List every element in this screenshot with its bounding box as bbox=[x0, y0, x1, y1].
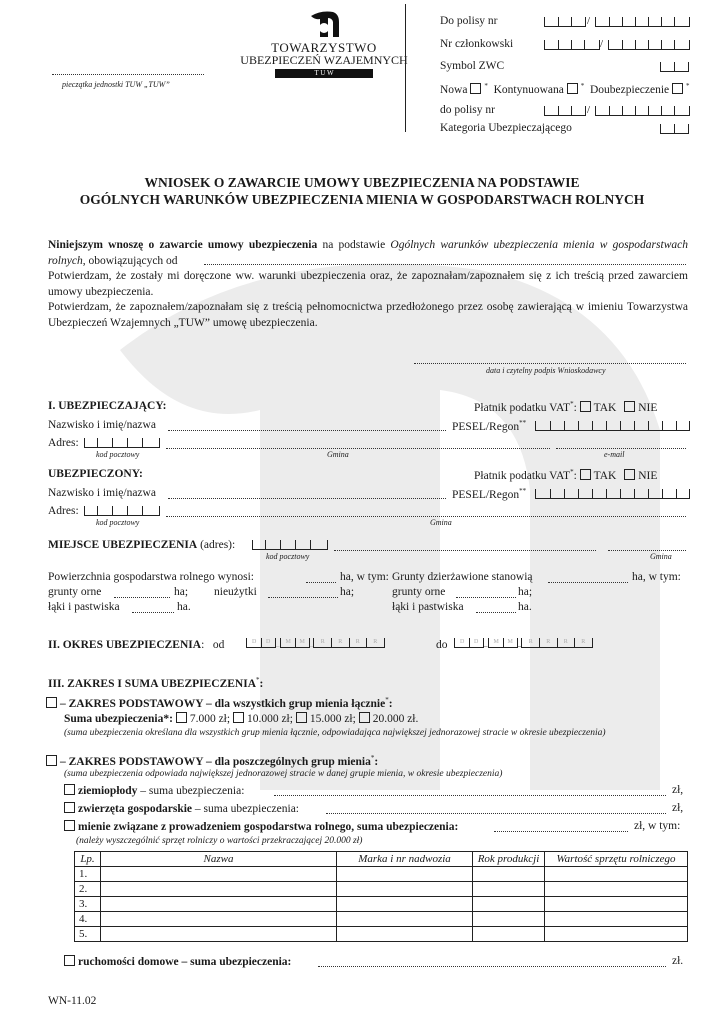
cell-value[interactable] bbox=[545, 867, 688, 882]
table-row bbox=[75, 927, 688, 942]
household-unit: zł. bbox=[672, 955, 684, 967]
section1-gmina-label: Gmina bbox=[327, 450, 349, 459]
insured-postal-box[interactable] bbox=[84, 506, 160, 516]
type-row: Nowa * Kontynuowana * Doubezpieczenie * bbox=[440, 82, 690, 96]
sum-row bbox=[64, 712, 418, 725]
table-row bbox=[75, 882, 688, 897]
crops-row bbox=[64, 784, 244, 797]
animals-bold: zwierzęta gospodarskie bbox=[78, 803, 193, 815]
signature-line[interactable] bbox=[414, 363, 686, 364]
cell-year[interactable] bbox=[473, 912, 545, 927]
section2-heading: II. OKRES UBEZPIECZENIA bbox=[48, 639, 202, 651]
section2-heading-row: II. OKRES UBEZPIECZENIA: od bbox=[48, 639, 225, 651]
member-no-box-a[interactable] bbox=[544, 40, 600, 50]
cell-year[interactable] bbox=[473, 897, 545, 912]
area-total-unit: ha, w tym: bbox=[340, 571, 389, 583]
area-arable-field[interactable] bbox=[114, 597, 170, 598]
basic-each-row: – ZAKRES PODSTAWOWY – dla poszczególnych grup mienia*: bbox=[46, 754, 378, 768]
animals-rest: – suma ubezpieczenia: bbox=[192, 803, 299, 815]
date-cell-placeholder: R bbox=[338, 639, 343, 645]
valid-from-line[interactable] bbox=[204, 264, 686, 265]
insured-name-label: Nazwisko i imię/nazwa bbox=[48, 487, 156, 499]
leased-meadow-field[interactable] bbox=[476, 612, 516, 613]
equipment-row bbox=[64, 820, 458, 833]
row-number: 4. bbox=[75, 912, 101, 927]
cell-name[interactable] bbox=[101, 912, 337, 927]
location-gmina-field[interactable] bbox=[608, 550, 686, 551]
additional-checkbox[interactable] bbox=[672, 83, 683, 94]
date-cell-placeholder: D bbox=[474, 639, 479, 645]
col-year: Rok produkcji bbox=[473, 852, 545, 867]
location-gmina-label: Gmina bbox=[650, 552, 672, 561]
insured-pesel-label: PESEL/Regon bbox=[452, 488, 520, 501]
vat-nie-checkbox[interactable] bbox=[624, 401, 635, 412]
date-cell-placeholder: D bbox=[460, 639, 465, 645]
row-number: 2. bbox=[75, 882, 101, 897]
section1-vat: Płatnik podatku VAT*: TAK NIE bbox=[474, 400, 658, 414]
col-name: Nazwa bbox=[101, 852, 337, 867]
zwc-box[interactable] bbox=[660, 62, 689, 72]
cell-name[interactable] bbox=[101, 897, 337, 912]
table-row bbox=[75, 867, 688, 882]
row-number: 1. bbox=[75, 867, 101, 882]
policy-no-slash: / bbox=[587, 15, 591, 27]
date-cell-placeholder: D bbox=[252, 639, 257, 645]
member-no-label: Nr członkowski bbox=[440, 38, 514, 50]
sum-note: (suma ubezpieczenia określana dla wszystkich grup mienia łącznie, odpowiadająca największej jednorazowej stracie w okresie ubezpieczenia) bbox=[64, 728, 606, 738]
section2-do: do bbox=[436, 639, 448, 651]
vat-tak-checkbox[interactable] bbox=[580, 401, 591, 412]
col-value: Wartość sprzętu rolniczego bbox=[545, 852, 688, 867]
date-cell-placeholder: M bbox=[285, 639, 291, 645]
insured-address-label: Adres: bbox=[48, 505, 79, 517]
cell-brand[interactable] bbox=[337, 897, 473, 912]
leased-meadow-unit: ha. bbox=[518, 601, 532, 613]
logo-line3: T U W bbox=[275, 69, 373, 78]
zwc-label: Symbol ZWC bbox=[440, 60, 505, 72]
household-row bbox=[64, 955, 291, 968]
equipment-note: (należy wyszczególnić sprzęt rolniczy o wartości przekraczającej 20.000 zł) bbox=[76, 836, 363, 846]
cell-name[interactable] bbox=[101, 927, 337, 942]
cell-year[interactable] bbox=[473, 867, 545, 882]
new-label: Nowa bbox=[440, 83, 468, 96]
section1-name-label: Nazwisko i imię/nazwa bbox=[48, 419, 156, 431]
cell-brand[interactable] bbox=[337, 867, 473, 882]
section1-address-label: Adres: bbox=[48, 437, 79, 449]
category-label: Kategoria Ubezpieczającego bbox=[440, 122, 572, 134]
cell-value[interactable] bbox=[545, 897, 688, 912]
location-postal-box[interactable] bbox=[252, 540, 328, 550]
area-waste-unit: ha; bbox=[340, 586, 355, 598]
section3-heading: III. ZAKRES I SUMA UBEZPIECZENIA*: bbox=[48, 676, 264, 690]
section1-postal-box[interactable] bbox=[84, 438, 160, 448]
insured-vat-label: Płatnik podatku VAT bbox=[474, 469, 571, 482]
sum-20000-label: 20.000 zł. bbox=[372, 713, 419, 725]
basic-each-checkbox[interactable] bbox=[46, 755, 57, 766]
insured-name-field[interactable] bbox=[168, 498, 446, 499]
intro-p1-bold: Niniejszym wnoszę o zawarcie umowy ubezpieczenia bbox=[48, 239, 318, 251]
basic-all-row: – ZAKRES PODSTAWOWY – dla wszystkich grup mienia łącznie*: bbox=[46, 696, 393, 710]
date-cell-placeholder: R bbox=[320, 639, 325, 645]
cell-year[interactable] bbox=[473, 927, 545, 942]
date-cell-placeholder: R bbox=[546, 639, 551, 645]
insured-vat-nie-checkbox[interactable] bbox=[624, 469, 635, 480]
date-cell-placeholder: R bbox=[563, 639, 568, 645]
section1-pesel: PESEL/Regon** bbox=[452, 419, 527, 433]
animals-row bbox=[64, 802, 299, 815]
area-waste-field[interactable] bbox=[268, 597, 338, 598]
leased-arable-label: grunty orne bbox=[392, 586, 446, 598]
vat-tak-label: TAK bbox=[593, 401, 617, 414]
sum-label: Suma ubezpieczenia*: bbox=[64, 713, 173, 725]
cell-brand[interactable] bbox=[337, 912, 473, 927]
sum-10000-checkbox[interactable] bbox=[233, 712, 244, 723]
signature-label: data i czytelny podpis Wnioskodawcy bbox=[486, 366, 606, 375]
sum-10000-label: 10.000 zł; bbox=[246, 713, 293, 725]
leased-arable-unit: ha; bbox=[518, 586, 533, 598]
cell-year[interactable] bbox=[473, 882, 545, 897]
sum-15000-label: 15.000 zł; bbox=[309, 713, 356, 725]
col-brand: Marka i nr nadwozia bbox=[337, 852, 473, 867]
section1-heading: I. UBEZPIECZAJĄCY: bbox=[48, 400, 167, 412]
household-field[interactable] bbox=[318, 966, 666, 967]
sum-7000-checkbox[interactable] bbox=[176, 712, 187, 723]
area-meadow-label: łąki i pastwiska bbox=[48, 601, 120, 613]
area-total-field[interactable] bbox=[306, 582, 336, 583]
cell-name[interactable] bbox=[101, 882, 337, 897]
crops-bold: ziemiopłody bbox=[78, 785, 138, 797]
stamp-line bbox=[52, 74, 204, 75]
date-cell-placeholder: M bbox=[507, 639, 513, 645]
equipment-table bbox=[74, 851, 688, 942]
area-meadow-field[interactable] bbox=[132, 612, 174, 613]
cell-value[interactable] bbox=[545, 882, 688, 897]
insured-vat-tak-label: TAK bbox=[593, 469, 617, 482]
equipment-checkbox[interactable] bbox=[64, 820, 75, 831]
new-checkbox[interactable] bbox=[470, 83, 481, 94]
area-arable-label: grunty orne bbox=[48, 586, 102, 598]
animals-field[interactable] bbox=[326, 813, 666, 814]
table-row bbox=[75, 912, 688, 927]
to-policy-slash: / bbox=[587, 104, 591, 116]
location-heading-text: MIEJSCE UBEZPIECZENIA bbox=[48, 539, 198, 551]
basic-all-label: – ZAKRES PODSTAWOWY – dla wszystkich grup mienia łącznie bbox=[60, 697, 386, 710]
area-total-label: Powierzchnia gospodarstwa rolnego wynosi: bbox=[48, 571, 255, 583]
basic-all-checkbox[interactable] bbox=[46, 697, 57, 708]
crops-checkbox[interactable] bbox=[64, 784, 75, 795]
insured-gmina-label: Gmina bbox=[430, 518, 452, 527]
intro-p1-tail: , obowiązujących od bbox=[82, 254, 178, 267]
insured-vat-tak-checkbox[interactable] bbox=[580, 469, 591, 480]
crops-unit: zł, bbox=[672, 784, 684, 796]
stamp-label: pieczątka jednostki TUW „TUW” bbox=[62, 80, 170, 89]
row-number: 3. bbox=[75, 897, 101, 912]
animals-unit: zł, bbox=[672, 802, 684, 814]
leased-total-label: Grunty dzierżawione stanowią bbox=[392, 571, 533, 583]
cell-value[interactable] bbox=[545, 927, 688, 942]
continued-label: Kontynuowana bbox=[493, 83, 564, 96]
insured-postal-label: kod pocztowy bbox=[96, 518, 140, 527]
continued-checkbox[interactable] bbox=[567, 83, 578, 94]
logo-line2: UBEZPIECZEŃ WZAJEMNYCH bbox=[240, 53, 408, 67]
member-no-slash: / bbox=[600, 38, 604, 50]
title-line2: OGÓLNYCH WARUNKÓW UBEZPIECZENIA MIENIA W GOSPODARSTWACH ROLNYCH bbox=[79, 192, 645, 207]
cell-brand[interactable] bbox=[337, 882, 473, 897]
row-number: 5. bbox=[75, 927, 101, 942]
section3-heading-text: III. ZAKRES I SUMA UBEZPIECZENIA bbox=[48, 677, 257, 690]
vat-nie-label: NIE bbox=[638, 401, 658, 414]
equipment-unit: zł, w tym: bbox=[634, 820, 681, 832]
to-policy-box-b[interactable] bbox=[595, 106, 690, 116]
section1-email-field[interactable] bbox=[556, 448, 686, 449]
date-cell-placeholder: R bbox=[355, 639, 360, 645]
crops-field[interactable] bbox=[274, 795, 666, 796]
equipment-field[interactable] bbox=[494, 831, 628, 832]
area-arable-unit: ha; bbox=[174, 586, 189, 598]
insured-vat: Płatnik podatku VAT*: TAK NIE bbox=[474, 468, 658, 482]
to-policy-box-a[interactable] bbox=[544, 106, 586, 116]
household-bold: ruchomości domowe – suma ubezpieczenia: bbox=[78, 956, 292, 968]
tuw-logo-icon bbox=[307, 10, 341, 38]
intro-p1-italic: Ogólnych warunków ubezpieczenia mienia w gospodarstwach rolnych bbox=[48, 239, 688, 267]
col-lp: Lp. bbox=[75, 852, 101, 867]
logo-line1: TOWARZYSTWO bbox=[271, 40, 377, 55]
cell-value[interactable] bbox=[545, 912, 688, 927]
section2-od: od bbox=[212, 639, 225, 651]
section1-pesel-box[interactable] bbox=[535, 421, 690, 431]
to-policy-label: do polisy nr bbox=[440, 104, 495, 116]
intro-text bbox=[48, 238, 688, 331]
cell-brand[interactable] bbox=[337, 927, 473, 942]
date-to-field[interactable]: D D – M M – R R R R bbox=[454, 638, 593, 650]
date-cell-placeholder: R bbox=[528, 639, 533, 645]
cell-name[interactable] bbox=[101, 867, 337, 882]
each-note: (suma ubezpieczenia odpowiada największej jednorazowej stracie w danej grupie mienia, w okresie ubezpieczenia) bbox=[64, 769, 503, 779]
category-box[interactable] bbox=[660, 124, 689, 134]
leased-meadow-label: łąki i pastwiska bbox=[392, 601, 464, 613]
crops-rest: – suma ubezpieczenia: bbox=[137, 785, 245, 797]
form-code: WN-11.02 bbox=[48, 995, 97, 1007]
policy-no-label: Do polisy nr bbox=[440, 15, 498, 27]
vat-label: Płatnik podatku VAT bbox=[474, 401, 571, 414]
location-heading-suffix: (adres): bbox=[197, 539, 236, 551]
leased-total-field[interactable] bbox=[548, 582, 628, 583]
basic-each-label: – ZAKRES PODSTAWOWY – dla poszczególnych grup mienia bbox=[60, 755, 371, 768]
pesel-label: PESEL/Regon bbox=[452, 420, 520, 433]
sum-7000-label: 7.000 zł; bbox=[189, 713, 231, 725]
date-cell-placeholder: M bbox=[493, 639, 499, 645]
sum-20000-checkbox[interactable] bbox=[359, 712, 370, 723]
animals-checkbox[interactable] bbox=[64, 802, 75, 813]
location-heading bbox=[48, 539, 235, 551]
insured-pesel: PESEL/Regon** bbox=[452, 487, 527, 501]
section1-address-field[interactable] bbox=[166, 448, 550, 449]
insured-vat-nie-label: NIE bbox=[638, 469, 658, 482]
table-row bbox=[75, 897, 688, 912]
date-cell-placeholder: R bbox=[373, 639, 378, 645]
policy-no-box-b[interactable] bbox=[595, 17, 690, 27]
intro-p3: Potwierdzam, że zapoznałem/zapoznałam się z treścią pełnomocnictwa przedłożonego przez osobę zawierającą w imieniu Towarzystwa Ubezpieczeń Wzajemnych „TUW” umowę ubezpieczenia. bbox=[48, 301, 688, 329]
area-waste-label: nieużytki bbox=[214, 586, 257, 598]
household-checkbox[interactable] bbox=[64, 955, 75, 966]
page-title bbox=[20, 174, 704, 208]
leased-arable-field[interactable] bbox=[456, 597, 516, 598]
intro-p2: Potwierdzam, że zostały mi doręczone ww. warunki ubezpieczenia oraz, że zapoznałam/zapoznałem się z ich treścią przed zawarciem umowy ubezpieczenia. bbox=[48, 270, 688, 298]
sum-15000-checkbox[interactable] bbox=[296, 712, 307, 723]
additional-label: Doubezpieczenie bbox=[589, 83, 670, 96]
location-address-field[interactable] bbox=[334, 550, 596, 551]
member-no-box-b[interactable] bbox=[608, 40, 690, 50]
date-cell-placeholder: R bbox=[581, 639, 586, 645]
section1-name-field[interactable] bbox=[168, 430, 446, 431]
equipment-table-header bbox=[75, 852, 688, 867]
section1-email-label: e-mail bbox=[604, 450, 625, 459]
section1-postal-label: kod pocztowy bbox=[96, 450, 140, 459]
policy-no-box-a[interactable] bbox=[544, 17, 586, 27]
area-meadow-unit: ha. bbox=[177, 601, 191, 613]
tuw-logo bbox=[238, 10, 410, 78]
equipment-bold: mienie związane z prowadzeniem gospodarstwa rolnego, suma ubezpieczenia: bbox=[78, 821, 459, 833]
insured-pesel-box[interactable] bbox=[535, 489, 690, 499]
location-postal-label: kod pocztowy bbox=[266, 552, 310, 561]
intro-p1-rest: na podstawie bbox=[317, 239, 391, 251]
title-line1: WNIOSEK O ZAWARCIE UMOWY UBEZPIECZENIA NA PODSTAWIE bbox=[144, 175, 580, 190]
insured-address-field[interactable] bbox=[166, 516, 686, 517]
leased-total-unit: ha, w tym: bbox=[632, 571, 681, 583]
date-from-field[interactable]: D D – M M – R R R R bbox=[246, 638, 385, 650]
date-cell-placeholder: M bbox=[299, 639, 305, 645]
date-cell-placeholder: D bbox=[266, 639, 271, 645]
insured-heading: UBEZPIECZONY: bbox=[48, 468, 143, 480]
